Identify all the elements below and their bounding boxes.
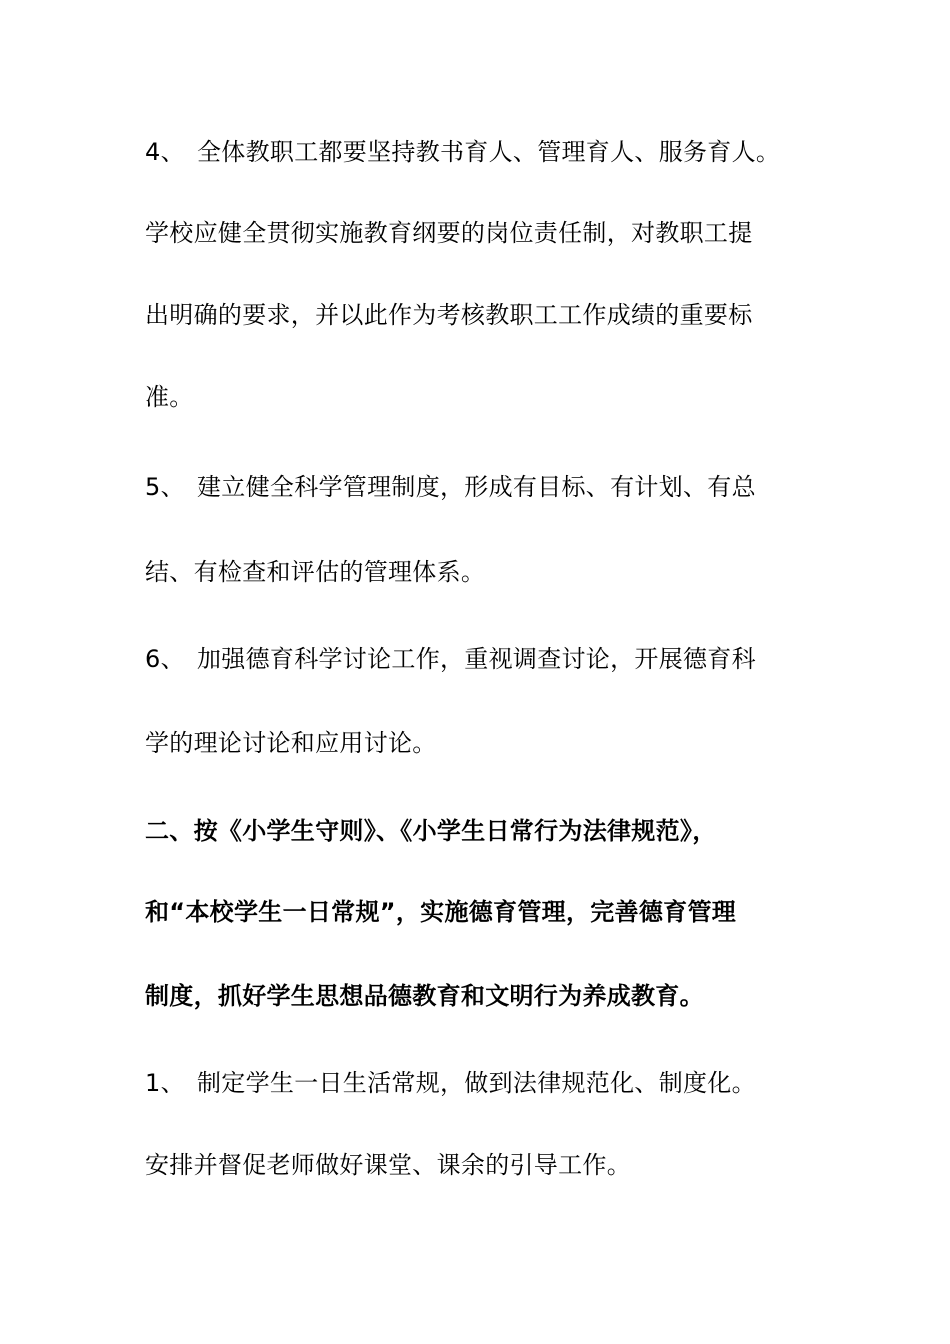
paragraph-line xyxy=(145,299,845,331)
section-heading-line xyxy=(145,815,845,847)
heading-text: 和“本校学生一日常规”，实施德育管理，完善德育管理 xyxy=(145,898,737,926)
line-text: 学的理论讨论和应用讨论。 xyxy=(145,729,437,757)
line-text: 结、有检查和评估的管理体系。 xyxy=(145,558,486,586)
line-text: 加强德育科学讨论工作，重视调查讨论，开展德育科 xyxy=(197,645,756,673)
line-text: 出明确的要求，并以此作为考核教职工工作成绩的重要标 xyxy=(145,301,753,329)
section-heading-line xyxy=(145,980,845,1012)
line-text: 建立健全科学管理制度，形成有目标、有计划、有总 xyxy=(197,473,756,501)
heading-text: 制度，抓好学生思想品德教育和文明行为养成教育。 xyxy=(145,982,704,1010)
line-text: 制定学生一日生活常规，做到法律规范化、制度化。 xyxy=(197,1069,756,1097)
paragraph-line xyxy=(145,1149,845,1181)
item-number: 5、 xyxy=(145,473,185,501)
paragraph-line xyxy=(145,381,845,413)
item-number: 6、 xyxy=(145,645,185,673)
line-text: 准。 xyxy=(145,383,194,411)
item-number: 1、 xyxy=(145,1069,185,1097)
paragraph-line-item-6 xyxy=(145,643,845,675)
line-text: 全体教职工都要坚持教书育人、管理育人、服务育人。 xyxy=(197,138,781,166)
paragraph-line xyxy=(145,217,845,249)
paragraph-line-item-1 xyxy=(145,1067,845,1099)
paragraph-line xyxy=(145,727,845,759)
heading-text: 二、按《小学生守则》、《小学生日常行为法律规范》， xyxy=(145,817,717,845)
item-number: 4、 xyxy=(145,138,185,166)
line-text: 安排并督促老师做好课堂、课余的引导工作。 xyxy=(145,1151,631,1179)
paragraph-line xyxy=(145,556,845,588)
section-heading-line xyxy=(145,896,845,928)
paragraph-line-item-4 xyxy=(145,136,845,168)
line-text: 学校应健全贯彻实施教育纲要的岗位责任制，对教职工提 xyxy=(145,219,753,247)
paragraph-line-item-5 xyxy=(145,471,845,503)
